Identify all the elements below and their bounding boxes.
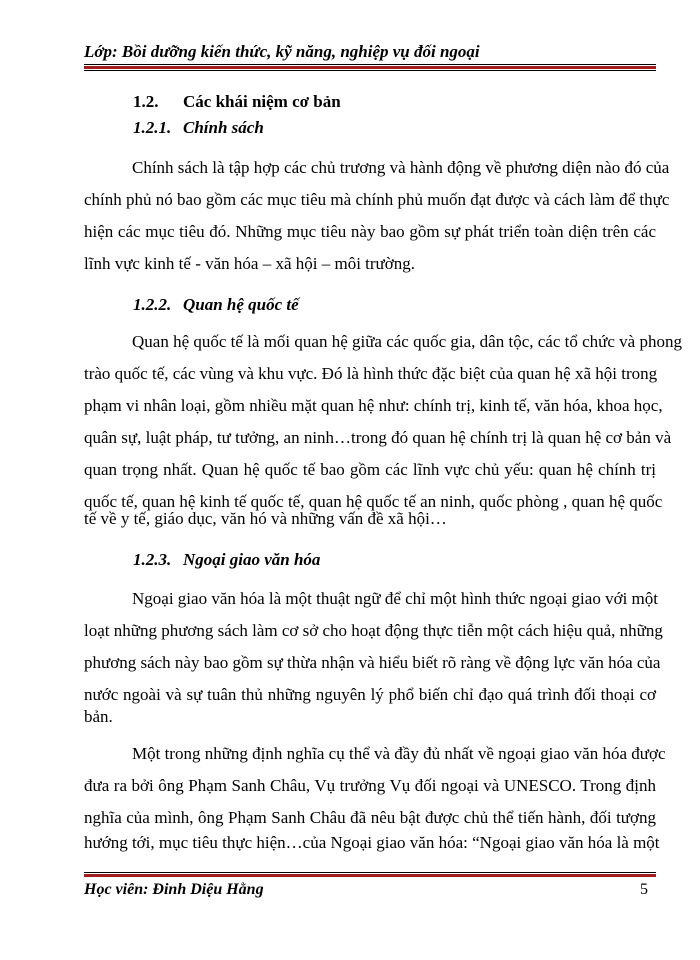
subsection-1-title: Chính sách: [183, 118, 264, 137]
footer-rule-top: [84, 872, 656, 873]
paragraph-line: Chính sách là tập hợp các chủ trương và hành động về phương diện nào đó của: [132, 158, 670, 177]
paragraph-line: trào quốc tế, các vùng và khu vực. Đó là hình thức đặc biệt của quan hệ xã hội trong: [84, 364, 658, 383]
header-rule-bottom: [84, 70, 656, 71]
header-rule-top: [84, 64, 656, 65]
paragraph-line: quốc tế, quan hệ kinh tế quốc tế, quan hệ quốc tế an ninh, quốc phòng , quan hệ quốc: [84, 492, 663, 511]
paragraph-line: phương sách này bao gồm sự thừa nhận và hiểu biết rõ ràng về động lực văn hóa của: [84, 653, 661, 672]
page-number: 5: [640, 881, 648, 898]
paragraph-line: quan trọng nhất. Quan hệ quốc tế bao gồm các lĩnh vực chủ yếu: quan hệ chính trị: [84, 460, 656, 479]
paragraph-line: đưa ra bởi ông Phạm Sanh Châu, Vụ trưởng Vụ đối ngoại và UNESCO. Trong định: [84, 776, 656, 795]
section-number: 1.2.: [133, 92, 159, 111]
paragraph-line: loạt những phương sách làm cơ sở cho hoạt động thực tiễn một cách hiệu quả, những: [84, 621, 663, 640]
subsection-2-number: 1.2.2.: [133, 295, 172, 314]
paragraph-line: Quan hệ quốc tế là mối quan hệ giữa các quốc gia, dân tộc, các tổ chức và phong: [132, 332, 682, 351]
paragraph-line: phạm vi nhân loại, gồm nhiều mặt quan hệ như: chính trị, kinh tế, văn hóa, khoa học,: [84, 396, 663, 415]
subsection-1-number: 1.2.1.: [133, 118, 172, 137]
header-rule-thick: [84, 66, 656, 69]
subsection-2-title: Quan hệ quốc tế: [183, 295, 299, 314]
paragraph-line: nước ngoài và sự tuân thủ những nguyên lý phổ biến chỉ đạo quá trình đối thoại cơ: [84, 685, 656, 704]
paragraph-line: bản.: [84, 707, 113, 726]
subsection-heading-1: [133, 117, 264, 139]
footer-student: Học viên: Đinh Diệu Hằng: [84, 881, 264, 898]
paragraph-line: quân sự, luật pháp, tư tưởng, an ninh…trong đó quan hệ chính trị là quan hệ cơ bản và: [84, 428, 672, 447]
paragraph-line: hướng tới, mục tiêu thực hiện…của Ngoại giao văn hóa: “Ngoại giao văn hóa là một: [84, 833, 660, 852]
section-title: Các khái niệm cơ bản: [183, 92, 341, 111]
paragraph-line: tế về y tế, giáo dục, văn hó và những vấn đề xã hội…: [84, 509, 447, 528]
subsection-heading-2: [133, 294, 299, 316]
footer-rule-thick: [84, 874, 656, 877]
paragraph-line: lĩnh vực kinh tế - văn hóa – xã hội – môi trường.: [84, 254, 416, 273]
paragraph-line: Ngoại giao văn hóa là một thuật ngữ để chỉ một hình thức ngoại giao với một: [132, 589, 658, 608]
paragraph-line: Một trong những định nghĩa cụ thể và đầy đủ nhất về ngoại giao văn hóa được: [132, 744, 666, 763]
paragraph-line: nghĩa của mình, ông Phạm Sanh Châu đã nêu bật được chủ thể tiến hành, đối tượng: [84, 808, 656, 827]
section-heading: [133, 91, 341, 113]
subsection-3-number: 1.2.3.: [133, 550, 172, 569]
page-header-title: Lớp: Bồi dưỡng kiến thức, kỹ năng, nghiệp vụ đối ngoại: [84, 42, 480, 61]
subsection-heading-3: [133, 549, 320, 571]
paragraph-line: chính phủ nó bao gồm các mục tiêu mà chính phủ muốn đạt được và cách làm để thực: [84, 190, 670, 209]
subsection-3-title: Ngoại giao văn hóa: [183, 550, 321, 569]
paragraph-line: hiện các mục tiêu đó. Những mục tiêu này bao gồm sự phát triển toàn diện trên các: [84, 222, 656, 241]
